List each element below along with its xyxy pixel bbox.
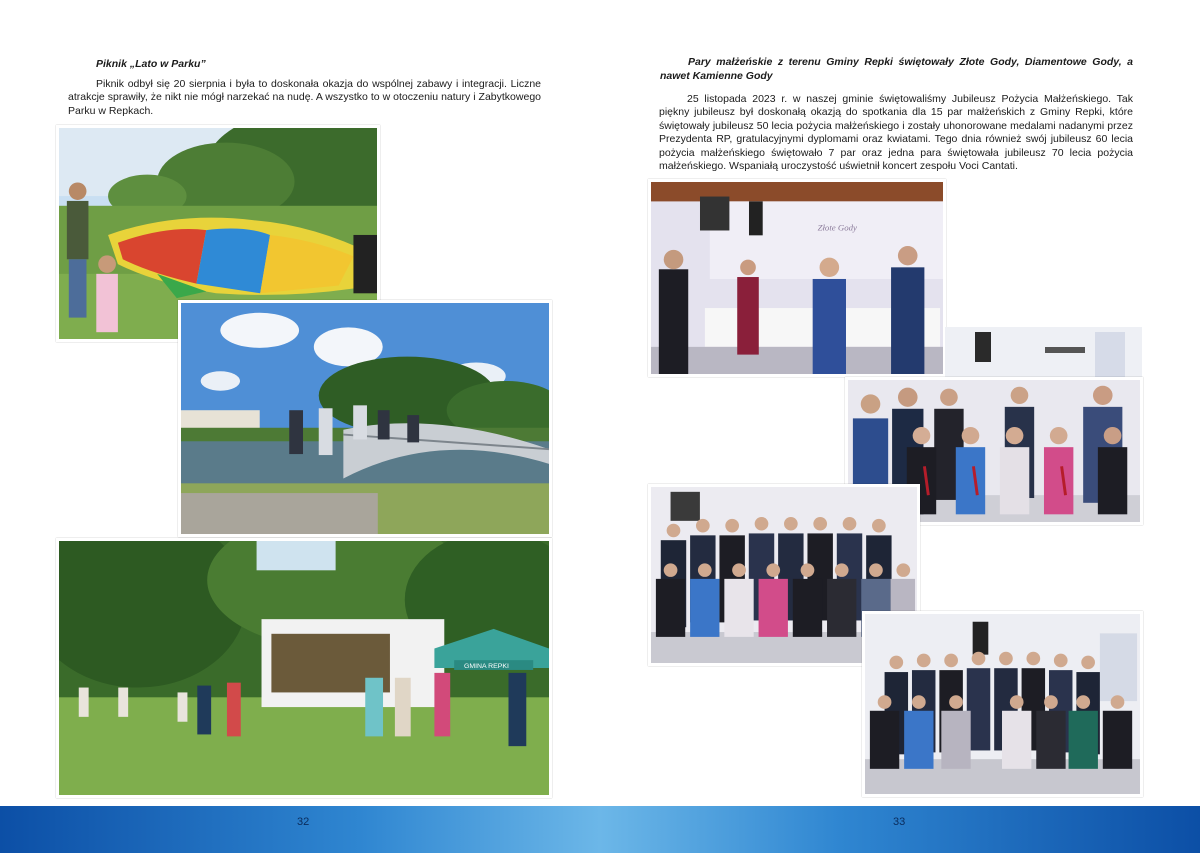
photo-ceremony-speech	[648, 179, 946, 377]
right-page-paragraph: 25 listopada 2023 r. w naszej gminie świętowaliśmy Jubileusz Pożycia Małżeńskiego. Tak piękny jubileusz był doskonałą okazją do spotkania dla 15 par małżeńskich z Gminy Repki, które świętowały jubileusz 50 lecia pożycia małżeńskiego i zostały uhonorowane medalami nadanymi przez Prezydenta RP, gratulacyjnymi dyplomami oraz kwiatami. Tego dnia również swój jubileusz 60 lecia pożycia małżeńskiego świętowało 7 par oraz jedna para świętowała jubileusz 70 lecia pożycia małżeńskiego. Wspaniałą uroczystość uświetnił koncert zespołu Voci Cantati.	[659, 93, 1133, 173]
footer-band	[0, 806, 1200, 853]
photo-park-bridge	[178, 300, 552, 537]
photo-couples-group-3	[862, 611, 1143, 797]
right-page-title: Pary małżeńskie z terenu Gminy Repki świętowały Złote Gody, Diamentowe Gody, a nawet Kamienne Gody	[660, 56, 1133, 82]
right-page	[600, 0, 1200, 806]
page-number-right: 33	[893, 816, 906, 828]
left-page-paragraph: Piknik odbył się 20 sierpnia i była to doskonała okazja do wspólnej zabawy i integracji. Liczne atrakcje sprawiły, że nikt nie mógł narzekać na nudę. A wszystko to w otoczeniu natury i Zabytkowego Parku w Repkach.	[68, 78, 541, 117]
left-page	[0, 0, 600, 806]
photo-stage-crowd	[56, 538, 552, 798]
stage-banner-text: GMINA REPKI	[464, 663, 509, 670]
page-number-left: 32	[297, 816, 310, 828]
left-page-title: Piknik „Lato w Parku”	[96, 58, 206, 70]
photo-room-backdrop	[945, 327, 1142, 382]
wall-sign-text: Złote Gody	[817, 222, 857, 233]
